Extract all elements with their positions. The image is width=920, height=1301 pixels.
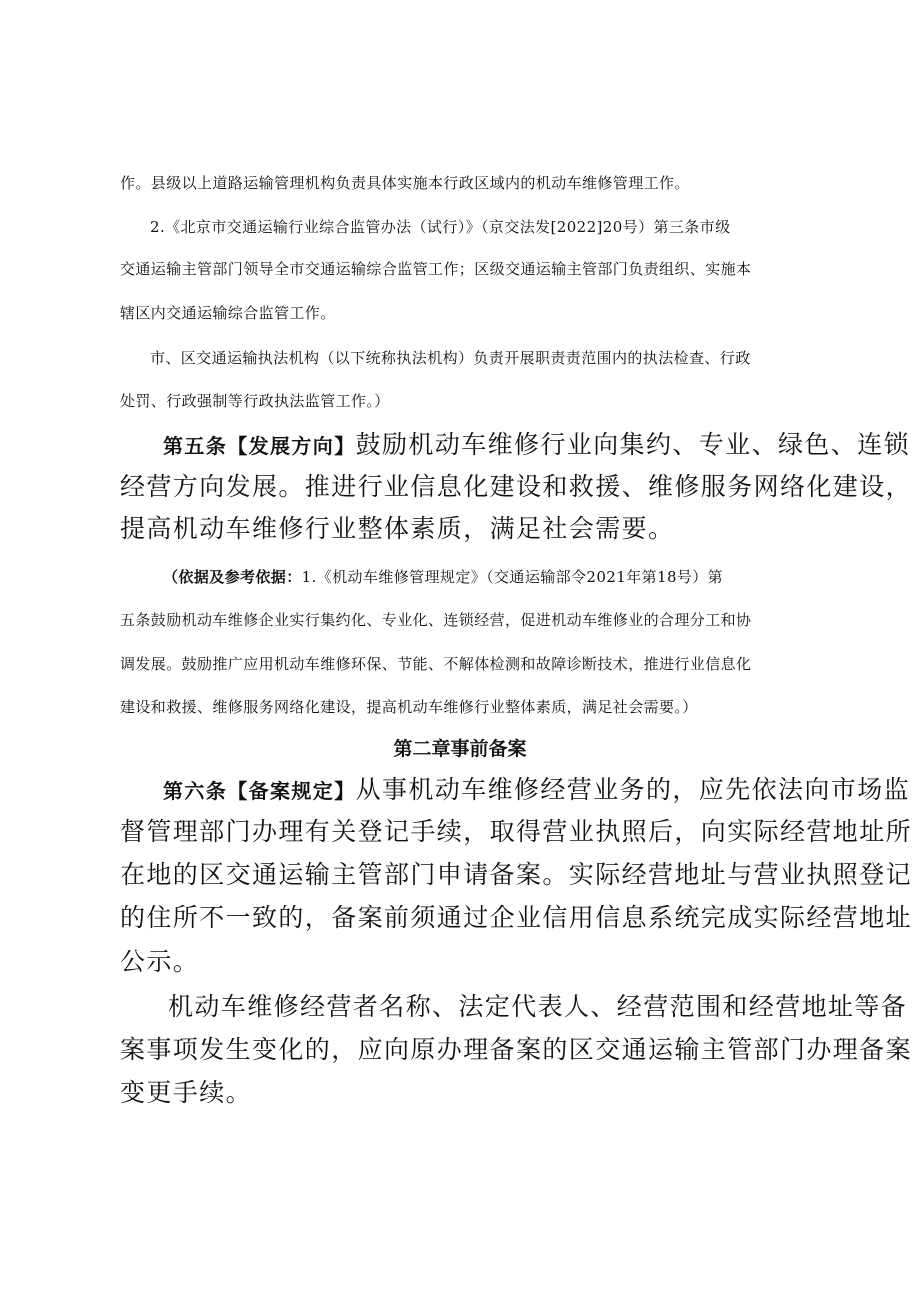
- article-6-line: 在地的区交通运输主管部门申请备案。实际经营地址与营业执照登记: [120, 860, 913, 889]
- ref-text: 1.《机动车维修管理规定》（交通运输部令2021年第18号）第: [301, 568, 724, 586]
- ref-text-line: 作。县级以上道路运输管理机构负责具体实施本行政区域内的机动车维修管理工作。: [120, 174, 690, 192]
- article-6-para2-line: 案事项发生变化的，应向原办理备案的区交通运输主管部门办理备案: [120, 1035, 913, 1064]
- article-6-para2-line: 变更手续。: [120, 1078, 253, 1107]
- chapter-heading: 第二章事前备案: [393, 738, 527, 760]
- ref-text-line: 辖区内交通运输综合监管工作。: [120, 304, 336, 322]
- article-5-line: 提高机动车维修行业整体素质，满足社会需要。: [120, 514, 675, 543]
- ref-text-line: 建设和救援、维修服务网络化建设，提高机动车维修行业整体素质，满足社会需要。）: [120, 698, 698, 716]
- article-6-line: 公示。: [120, 947, 200, 976]
- article-6-line: 督管理部门办理有关登记手续，取得营业执照后，向实际经营地址所: [120, 817, 913, 846]
- article-5-line: [163, 430, 911, 461]
- ref-label: （依据及参考依据：: [163, 568, 302, 586]
- article-6-para2-line: 机动车维修经营者名称、法定代表人、经营范围和经营地址等备: [168, 992, 908, 1021]
- article-6-label: 第六条【备案规定】: [163, 779, 356, 803]
- ref-text-line: [163, 568, 813, 587]
- article-6-text: 从事机动车维修经营业务的，应先依法向市场监: [355, 775, 911, 804]
- article-5-label: 第五条【发展方向】: [163, 434, 356, 458]
- ref-text-line: 调发展。鼓励推广应用机动车维修环保、节能、不解体检测和故障诊断技术，推进行业信息化: [120, 655, 752, 673]
- ref-text-line: 交通运输主管部门领导全市交通运输综合监管工作；区级交通运输主管部门负责组织、实施本: [120, 260, 752, 278]
- ref-text-line: 处罚、行政强制等行政执法监管工作。）: [120, 392, 390, 410]
- ref-text-line: 2.《北京市交通运输行业综合监管办法（试行）》（京交法发[2022]20号）第三条市级: [150, 218, 731, 236]
- article-6-line: 的住所不一致的，备案前须通过企业信用信息系统完成实际经营地址: [120, 903, 913, 932]
- article-6-line: [163, 775, 911, 806]
- article-5-line: 经营方向发展。推进行业信息化建设和救援、维修服务网络化建设，: [120, 472, 913, 501]
- ref-text-line: 五条鼓励机动车维修企业实行集约化、专业化、连锁经营，促进机动车维修业的合理分工和协: [120, 611, 752, 629]
- article-5-text: 鼓励机动车维修行业向集约、专业、绿色、连锁: [355, 430, 911, 459]
- ref-text-line: 市、区交通运输执法机构（以下统称执法机构）负责开展职责责范围内的执法检查、行政: [150, 349, 751, 367]
